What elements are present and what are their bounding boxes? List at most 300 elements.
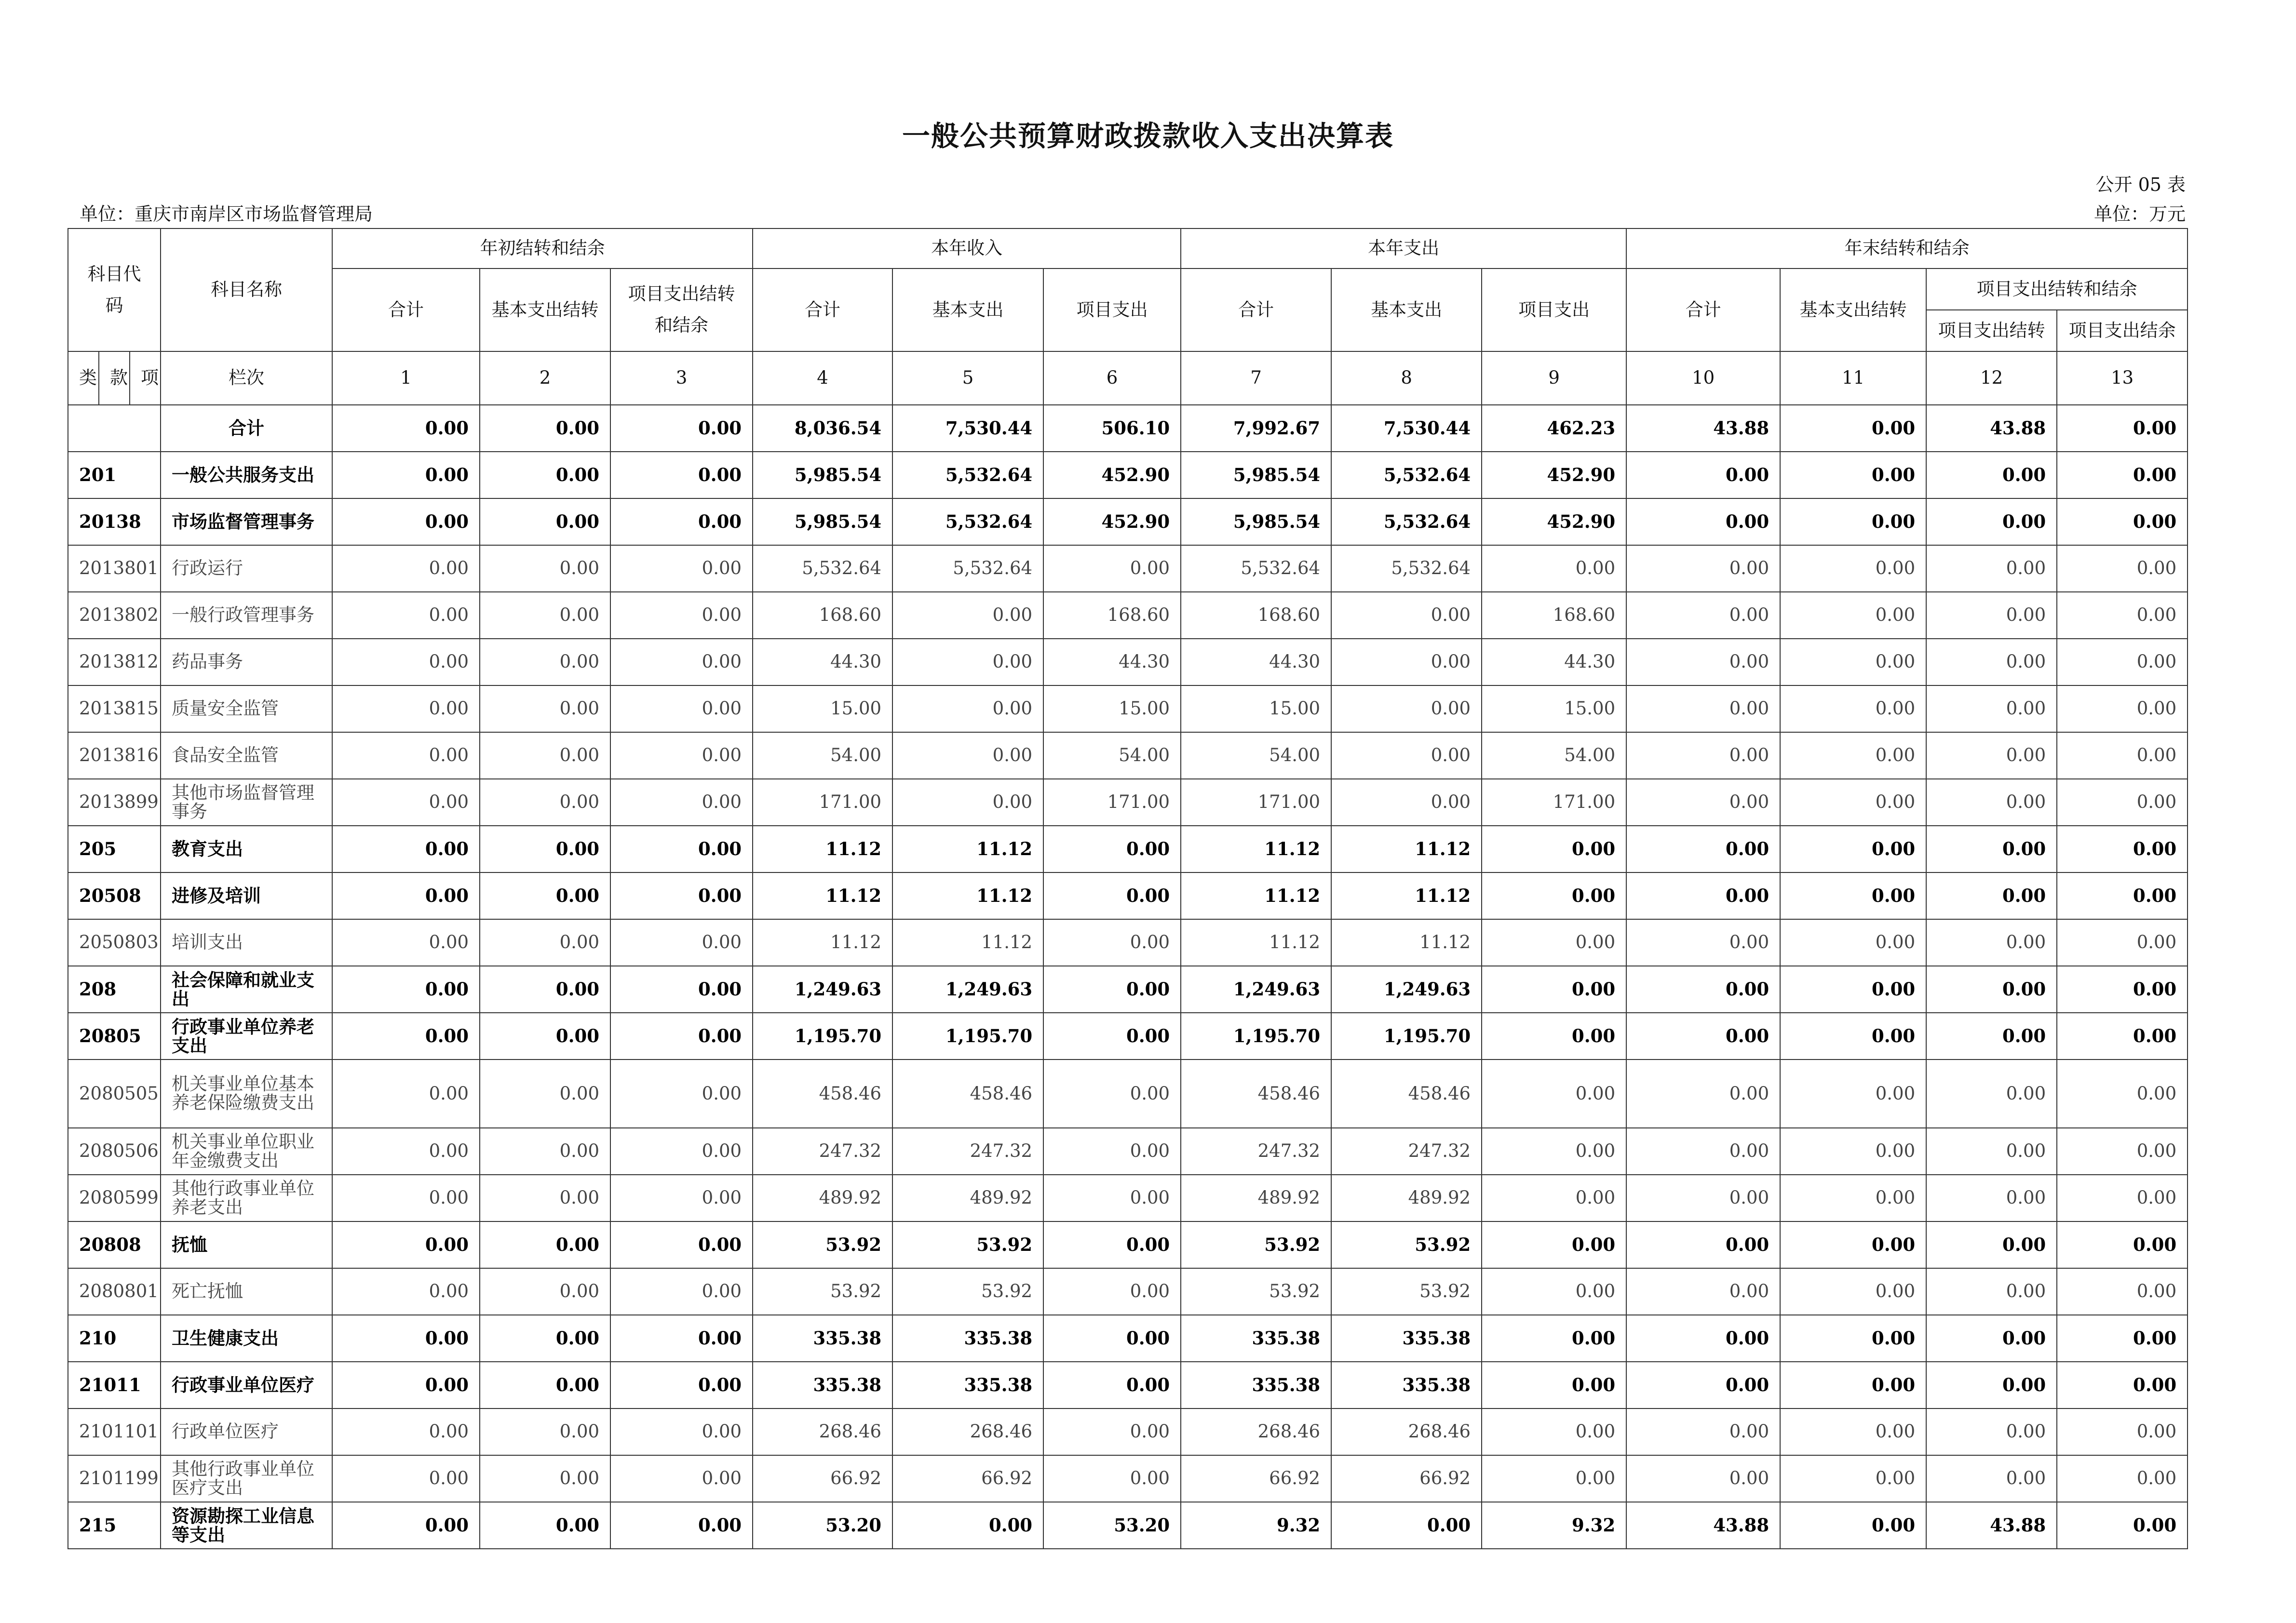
- amount-cell: 11.12: [892, 826, 1043, 872]
- amount-cell: 452.90: [1482, 452, 1626, 498]
- amount-cell: 0.00: [1926, 779, 2057, 826]
- amount-cell: 0.00: [1780, 545, 1926, 592]
- table-row: [68, 1221, 2188, 1268]
- amount-cell: 0.00: [1626, 592, 1780, 639]
- amount-cell: 1,249.63: [753, 966, 892, 1013]
- total-row-label: 合计: [161, 405, 332, 452]
- amount-cell: 458.46: [1181, 1060, 1331, 1128]
- amount-cell: 0.00: [1780, 685, 1926, 732]
- table-row: [68, 1268, 2188, 1315]
- amount-cell: 0.00: [480, 1362, 610, 1408]
- subject-code: 20808: [68, 1221, 161, 1268]
- amount-cell: 0.00: [2057, 639, 2188, 685]
- amount-cell: 53.92: [1181, 1221, 1331, 1268]
- subject-code: 205: [68, 826, 161, 872]
- amount-cell: 0.00: [1626, 545, 1780, 592]
- subject-name: 机关事业单位基本养老保险缴费支出: [161, 1060, 332, 1128]
- amount-cell: 1,249.63: [892, 966, 1043, 1013]
- amount-cell: 5,532.64: [892, 498, 1043, 545]
- amount-cell: 0.00: [480, 545, 610, 592]
- header-end-project-surplus: 项目支出结余: [2057, 310, 2188, 351]
- amount-cell: 0.00: [610, 1502, 753, 1549]
- table-row: [68, 779, 2188, 826]
- amount-cell: 268.46: [892, 1408, 1043, 1455]
- amount-cell: 0.00: [1926, 1060, 2057, 1128]
- amount-cell: 11.12: [1181, 826, 1331, 872]
- amount-cell: 5,532.64: [892, 452, 1043, 498]
- column-number: 7: [1181, 351, 1331, 405]
- amount-cell: 0.00: [480, 732, 610, 779]
- subject-code: 20138: [68, 498, 161, 545]
- amount-cell: 0.00: [610, 826, 753, 872]
- amount-cell: 0.00: [480, 1060, 610, 1128]
- amount-cell: 0.00: [1626, 872, 1780, 919]
- column-number: 1: [332, 351, 480, 405]
- amount-cell: 0.00: [1780, 1128, 1926, 1175]
- amount-cell: 0.00: [1926, 452, 2057, 498]
- amount-cell: 0.00: [332, 639, 480, 685]
- amount-cell: 0.00: [1043, 1221, 1181, 1268]
- subject-name: 抚恤: [161, 1221, 332, 1268]
- amount-cell: 15.00: [1482, 685, 1626, 732]
- subject-code: 201: [68, 452, 161, 498]
- amount-cell: 0.00: [1926, 1362, 2057, 1408]
- amount-cell: 11.12: [892, 919, 1043, 966]
- table-row: [68, 498, 2188, 545]
- amount-cell: 0.00: [1780, 732, 1926, 779]
- amount-cell: 0.00: [480, 639, 610, 685]
- table-row: [68, 1060, 2188, 1128]
- amount-cell: 0.00: [1482, 1268, 1626, 1315]
- amount-cell: 168.60: [1482, 592, 1626, 639]
- amount-cell: 0.00: [1926, 826, 2057, 872]
- amount-cell: 0.00: [610, 1362, 753, 1408]
- amount-cell: 0.00: [2057, 1362, 2188, 1408]
- amount-cell: 0.00: [2057, 685, 2188, 732]
- amount-cell: 0.00: [480, 1455, 610, 1502]
- subject-code: 2101199: [68, 1455, 161, 1502]
- amount-cell: 5,985.54: [1181, 452, 1331, 498]
- amount-cell: 0.00: [1780, 1268, 1926, 1315]
- amount-cell: 0.00: [332, 498, 480, 545]
- subject-name: 一般公共服务支出: [161, 452, 332, 498]
- amount-cell: 0.00: [1331, 685, 1482, 732]
- amount-cell: 0.00: [480, 1315, 610, 1362]
- table-row: [68, 1408, 2188, 1455]
- amount-cell: 53.20: [1043, 1502, 1181, 1549]
- column-number: 12: [1926, 351, 2057, 405]
- amount-cell: 5,532.64: [892, 545, 1043, 592]
- amount-cell: 0.00: [2057, 1221, 2188, 1268]
- amount-cell: 335.38: [1181, 1315, 1331, 1362]
- amount-cell: 0.00: [1482, 919, 1626, 966]
- amount-cell: 1,195.70: [892, 1013, 1043, 1060]
- amount-cell: 0.00: [480, 919, 610, 966]
- header-group-project-carry: 项目支出结转和结余: [1926, 268, 2188, 310]
- amount-cell: 0.00: [2057, 1060, 2188, 1128]
- total-cell: 0.00: [2057, 405, 2188, 452]
- amount-cell: 53.20: [753, 1502, 892, 1549]
- amount-cell: 0.00: [610, 592, 753, 639]
- amount-cell: 171.00: [1181, 779, 1331, 826]
- amount-cell: 335.38: [753, 1315, 892, 1362]
- header-subject-code: 科目代码: [68, 228, 161, 351]
- amount-cell: 0.00: [1482, 872, 1626, 919]
- amount-cell: 5,532.64: [1181, 545, 1331, 592]
- header-income-basic: 基本支出: [892, 268, 1043, 351]
- amount-cell: 0.00: [1043, 1408, 1181, 1455]
- amount-cell: 0.00: [892, 732, 1043, 779]
- amount-cell: 268.46: [1331, 1408, 1482, 1455]
- amount-cell: 0.00: [1482, 1455, 1626, 1502]
- subject-code: 2013816: [68, 732, 161, 779]
- amount-cell: 0.00: [332, 1362, 480, 1408]
- amount-cell: 0.00: [1780, 639, 1926, 685]
- amount-cell: 0.00: [2057, 545, 2188, 592]
- amount-cell: 0.00: [1626, 826, 1780, 872]
- amount-cell: 0.00: [1780, 1060, 1926, 1128]
- amount-cell: 247.32: [892, 1128, 1043, 1175]
- subject-name: 行政事业单位医疗: [161, 1362, 332, 1408]
- total-cell: 0.00: [480, 405, 610, 452]
- amount-cell: 0.00: [1043, 872, 1181, 919]
- amount-cell: 0.00: [2057, 826, 2188, 872]
- amount-cell: 168.60: [753, 592, 892, 639]
- amount-cell: 53.92: [1331, 1221, 1482, 1268]
- subject-name: 进修及培训: [161, 872, 332, 919]
- amount-cell: 11.12: [1331, 919, 1482, 966]
- amount-cell: 0.00: [332, 1013, 480, 1060]
- subject-name: 卫生健康支出: [161, 1315, 332, 1362]
- amount-cell: 5,532.64: [1331, 452, 1482, 498]
- amount-cell: 0.00: [610, 966, 753, 1013]
- amount-cell: 0.00: [480, 1175, 610, 1221]
- amount-cell: 0.00: [1331, 1502, 1482, 1549]
- amount-cell: 0.00: [1780, 1362, 1926, 1408]
- header-end-project-carry: 项目支出结转: [1926, 310, 2057, 351]
- amount-cell: 0.00: [332, 1268, 480, 1315]
- amount-cell: 0.00: [1926, 1268, 2057, 1315]
- subject-name: 行政单位医疗: [161, 1408, 332, 1455]
- amount-cell: 0.00: [1926, 1408, 2057, 1455]
- amount-cell: 1,195.70: [753, 1013, 892, 1060]
- amount-cell: 452.90: [1043, 452, 1181, 498]
- amount-cell: 0.00: [1482, 1060, 1626, 1128]
- amount-cell: 54.00: [1482, 732, 1626, 779]
- amount-cell: 0.00: [1626, 1175, 1780, 1221]
- amount-cell: 44.30: [1043, 639, 1181, 685]
- subject-code: 2013899: [68, 779, 161, 826]
- amount-cell: 0.00: [480, 1502, 610, 1549]
- amount-cell: 0.00: [1043, 1315, 1181, 1362]
- amount-cell: 0.00: [2057, 592, 2188, 639]
- form-number: 公开 05 表: [2095, 174, 2186, 195]
- amount-cell: 9.32: [1482, 1502, 1626, 1549]
- amount-cell: 5,532.64: [753, 545, 892, 592]
- amount-cell: 0.00: [1926, 1221, 2057, 1268]
- amount-cell: 489.92: [1181, 1175, 1331, 1221]
- amount-cell: 0.00: [1780, 919, 1926, 966]
- amount-cell: 0.00: [1331, 592, 1482, 639]
- amount-cell: 0.00: [480, 1268, 610, 1315]
- amount-cell: 0.00: [1482, 1221, 1626, 1268]
- subject-code: 2080801: [68, 1268, 161, 1315]
- amount-cell: 0.00: [610, 1268, 753, 1315]
- amount-cell: 1,249.63: [1331, 966, 1482, 1013]
- table-row: [68, 966, 2188, 1013]
- subject-code: 2013812: [68, 639, 161, 685]
- amount-cell: 0.00: [1626, 1268, 1780, 1315]
- amount-cell: 0.00: [610, 1408, 753, 1455]
- amount-cell: 0.00: [332, 1221, 480, 1268]
- table-row: [68, 1362, 2188, 1408]
- column-number: 6: [1043, 351, 1181, 405]
- amount-cell: 0.00: [332, 685, 480, 732]
- table-row: [68, 1013, 2188, 1060]
- amount-cell: 335.38: [1181, 1362, 1331, 1408]
- header-begin-project: 项目支出结转和结余: [610, 268, 753, 351]
- amount-cell: 53.92: [892, 1221, 1043, 1268]
- amount-cell: 335.38: [1331, 1362, 1482, 1408]
- amount-cell: 0.00: [1331, 639, 1482, 685]
- amount-cell: 0.00: [1626, 1013, 1780, 1060]
- table-row: [68, 592, 2188, 639]
- amount-cell: 15.00: [1181, 685, 1331, 732]
- header-group-expense: 本年支出: [1181, 228, 1626, 268]
- amount-cell: 0.00: [2057, 1128, 2188, 1175]
- header-kuan: 款: [99, 351, 130, 405]
- amount-cell: 0.00: [610, 919, 753, 966]
- total-cell: 506.10: [1043, 405, 1181, 452]
- subject-code: 20805: [68, 1013, 161, 1060]
- amount-cell: 247.32: [753, 1128, 892, 1175]
- subject-code: 2080506: [68, 1128, 161, 1175]
- amount-cell: 0.00: [1926, 639, 2057, 685]
- amount-cell: 0.00: [1926, 919, 2057, 966]
- amount-cell: 0.00: [610, 779, 753, 826]
- amount-cell: 15.00: [753, 685, 892, 732]
- amount-cell: 1,195.70: [1331, 1013, 1482, 1060]
- column-number: 9: [1482, 351, 1626, 405]
- subject-name: 一般行政管理事务: [161, 592, 332, 639]
- amount-cell: 458.46: [1331, 1060, 1482, 1128]
- amount-cell: 0.00: [332, 1060, 480, 1128]
- amount-cell: 5,985.54: [1181, 498, 1331, 545]
- subject-name: 食品安全监管: [161, 732, 332, 779]
- amount-cell: 0.00: [332, 1455, 480, 1502]
- amount-cell: 0.00: [2057, 919, 2188, 966]
- amount-cell: 458.46: [753, 1060, 892, 1128]
- total-cell: 8,036.54: [753, 405, 892, 452]
- amount-cell: 0.00: [610, 498, 753, 545]
- subject-code: 208: [68, 966, 161, 1013]
- amount-cell: 0.00: [610, 1013, 753, 1060]
- amount-cell: 53.92: [892, 1268, 1043, 1315]
- subject-code: 2050803: [68, 919, 161, 966]
- amount-cell: 0.00: [1780, 1502, 1926, 1549]
- amount-cell: 0.00: [892, 685, 1043, 732]
- amount-cell: 171.00: [1043, 779, 1181, 826]
- amount-cell: 458.46: [892, 1060, 1043, 1128]
- amount-cell: 0.00: [1482, 1013, 1626, 1060]
- amount-cell: 335.38: [892, 1362, 1043, 1408]
- amount-cell: 0.00: [332, 1315, 480, 1362]
- table-row: [68, 919, 2188, 966]
- amount-cell: 268.46: [753, 1408, 892, 1455]
- amount-cell: 0.00: [480, 1221, 610, 1268]
- total-cell: 7,530.44: [1331, 405, 1482, 452]
- amount-cell: 0.00: [1780, 1455, 1926, 1502]
- table-row: [68, 1315, 2188, 1362]
- header-expense-project: 项目支出: [1482, 268, 1626, 351]
- amount-cell: 1,249.63: [1181, 966, 1331, 1013]
- amount-cell: 54.00: [753, 732, 892, 779]
- amount-cell: 0.00: [1626, 1060, 1780, 1128]
- column-number: 2: [480, 351, 610, 405]
- column-number: 10: [1626, 351, 1780, 405]
- amount-cell: 0.00: [1626, 732, 1780, 779]
- amount-cell: 54.00: [1043, 732, 1181, 779]
- subject-name: 药品事务: [161, 639, 332, 685]
- amount-cell: 0.00: [2057, 1408, 2188, 1455]
- header-end-total: 合计: [1626, 268, 1780, 351]
- amount-cell: 0.00: [1626, 1315, 1780, 1362]
- amount-cell: 0.00: [332, 966, 480, 1013]
- amount-cell: 0.00: [610, 1221, 753, 1268]
- amount-cell: 5,532.64: [1331, 498, 1482, 545]
- amount-cell: 0.00: [1043, 1455, 1181, 1502]
- amount-cell: 489.92: [1331, 1175, 1482, 1221]
- amount-cell: 0.00: [1926, 1455, 2057, 1502]
- header-group-end: 年末结转和结余: [1626, 228, 2188, 268]
- amount-cell: 0.00: [2057, 1455, 2188, 1502]
- amount-cell: 0.00: [1043, 545, 1181, 592]
- amount-cell: 0.00: [1780, 1175, 1926, 1221]
- total-cell: 7,530.44: [892, 405, 1043, 452]
- subject-code: 2013815: [68, 685, 161, 732]
- amount-cell: 0.00: [892, 639, 1043, 685]
- amount-cell: 0.00: [1482, 826, 1626, 872]
- amount-cell: 0.00: [610, 1315, 753, 1362]
- header-xiang: 项: [130, 351, 161, 405]
- amount-cell: 0.00: [2057, 872, 2188, 919]
- subject-code: 215: [68, 1502, 161, 1549]
- subject-code: 21011: [68, 1362, 161, 1408]
- amount-cell: 335.38: [1331, 1315, 1482, 1362]
- amount-cell: 11.12: [753, 919, 892, 966]
- table-row: [68, 685, 2188, 732]
- amount-cell: 5,985.54: [753, 452, 892, 498]
- column-number: 13: [2057, 351, 2188, 405]
- amount-cell: 11.12: [1181, 919, 1331, 966]
- header-lei: 类: [68, 351, 99, 405]
- amount-cell: 0.00: [1780, 1408, 1926, 1455]
- subject-code: 2013802: [68, 592, 161, 639]
- amount-cell: 0.00: [332, 592, 480, 639]
- amount-cell: 0.00: [2057, 732, 2188, 779]
- amount-cell: 0.00: [480, 779, 610, 826]
- header-column-label: 栏次: [161, 351, 332, 405]
- amount-cell: 0.00: [480, 592, 610, 639]
- amount-cell: 0.00: [1482, 1128, 1626, 1175]
- amount-cell: 11.12: [753, 826, 892, 872]
- amount-cell: 0.00: [1626, 1221, 1780, 1268]
- amount-cell: 0.00: [2057, 498, 2188, 545]
- amount-cell: 0.00: [1626, 1128, 1780, 1175]
- amount-cell: 247.32: [1181, 1128, 1331, 1175]
- amount-cell: 0.00: [1926, 545, 2057, 592]
- amount-cell: 0.00: [1331, 779, 1482, 826]
- amount-cell: 0.00: [610, 1455, 753, 1502]
- amount-cell: 66.92: [753, 1455, 892, 1502]
- subject-name: 资源勘探工业信息等支出: [161, 1502, 332, 1549]
- amount-cell: 0.00: [1926, 872, 2057, 919]
- subject-code: 210: [68, 1315, 161, 1362]
- amount-cell: 0.00: [1926, 1013, 2057, 1060]
- subject-name: 市场监督管理事务: [161, 498, 332, 545]
- total-cell: 0.00: [610, 405, 753, 452]
- subject-name: 行政运行: [161, 545, 332, 592]
- amount-cell: 11.12: [1331, 826, 1482, 872]
- amount-cell: 0.00: [1780, 826, 1926, 872]
- header-income-project: 项目支出: [1043, 268, 1181, 351]
- subject-name: 其他行政事业单位养老支出: [161, 1175, 332, 1221]
- amount-cell: 0.00: [2057, 1268, 2188, 1315]
- table-row: [68, 872, 2188, 919]
- amount-cell: 0.00: [1043, 1128, 1181, 1175]
- column-number: 11: [1780, 351, 1926, 405]
- table-row: [68, 1128, 2188, 1175]
- amount-cell: 0.00: [2057, 1175, 2188, 1221]
- subject-name: 机关事业单位职业年金缴费支出: [161, 1128, 332, 1175]
- amount-cell: 53.92: [753, 1221, 892, 1268]
- amount-cell: 0.00: [1626, 1362, 1780, 1408]
- table-row: [68, 732, 2188, 779]
- amount-cell: 53.92: [1181, 1268, 1331, 1315]
- subject-name: 行政事业单位养老支出: [161, 1013, 332, 1060]
- amount-cell: 0.00: [1626, 1408, 1780, 1455]
- amount-cell: 0.00: [892, 592, 1043, 639]
- total-row-blank: [68, 405, 161, 452]
- amount-cell: 452.90: [1482, 498, 1626, 545]
- amount-cell: 0.00: [1331, 732, 1482, 779]
- amount-cell: 44.30: [753, 639, 892, 685]
- amount-cell: 0.00: [332, 1175, 480, 1221]
- amount-cell: 0.00: [610, 639, 753, 685]
- amount-cell: 53.92: [1331, 1268, 1482, 1315]
- amount-cell: 0.00: [480, 452, 610, 498]
- amount-cell: 0.00: [480, 498, 610, 545]
- amount-cell: 0.00: [1482, 966, 1626, 1013]
- amount-cell: 0.00: [1482, 1408, 1626, 1455]
- amount-cell: 0.00: [1926, 685, 2057, 732]
- table-row: [68, 1455, 2188, 1502]
- amount-cell: 0.00: [332, 545, 480, 592]
- amount-cell: 0.00: [1926, 592, 2057, 639]
- column-number: 4: [753, 351, 892, 405]
- amount-cell: 0.00: [480, 1408, 610, 1455]
- amount-cell: 0.00: [610, 685, 753, 732]
- amount-cell: 0.00: [1626, 639, 1780, 685]
- amount-cell: 11.12: [1181, 872, 1331, 919]
- amount-cell: 335.38: [892, 1315, 1043, 1362]
- amount-cell: 0.00: [2057, 1315, 2188, 1362]
- subject-name: 教育支出: [161, 826, 332, 872]
- amount-cell: 0.00: [1780, 966, 1926, 1013]
- amount-cell: 0.00: [1043, 919, 1181, 966]
- total-cell: 0.00: [332, 405, 480, 452]
- amount-cell: 0.00: [1926, 1175, 2057, 1221]
